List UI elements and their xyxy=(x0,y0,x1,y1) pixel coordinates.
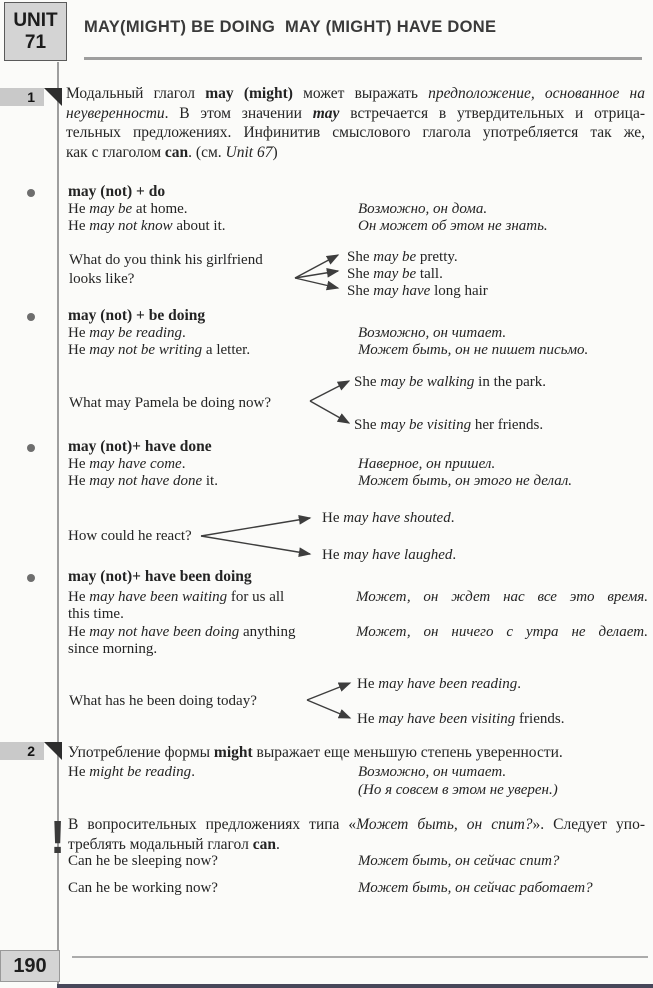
example-english: He may be reading. xyxy=(68,325,186,341)
diagram-answer: He may have been visiting friends. xyxy=(357,711,565,727)
example-english: this time. xyxy=(68,606,124,622)
diagram-answer: He may have shouted. xyxy=(322,510,455,526)
example-russian: Возможно, он дома. xyxy=(358,201,488,217)
unit-number-box xyxy=(4,2,67,61)
example-russian: Может быть, он не пишет письмо. xyxy=(358,342,589,358)
example-russian: Он может об этом не знать. xyxy=(358,218,548,234)
note-paragraph xyxy=(68,815,645,854)
badge-triangle-icon xyxy=(44,742,62,760)
pattern-heading: may (not)+ have been doing xyxy=(68,568,252,585)
diagram-question: What may Pamela be doing now? xyxy=(69,395,272,411)
exclamation-icon: ! xyxy=(50,811,66,863)
example-english: He may not have done it. xyxy=(68,473,218,489)
badge-triangle-icon xyxy=(44,88,62,106)
diagram-answer: She may have long hair xyxy=(347,283,488,299)
bottom-edge-bar xyxy=(57,984,653,988)
bullet-icon xyxy=(27,574,35,582)
intro-line: как с глаголом can. (см. Unit 67) xyxy=(66,143,278,161)
fork-arrows-icon xyxy=(195,506,315,562)
example-english: since morning. xyxy=(68,641,158,657)
diagram-answer: She may be tall. xyxy=(347,266,443,282)
example-russian: Может быть, он сейчас работает? xyxy=(358,880,593,896)
intro-line: неуверенности. В этом значении may встречается в утвердительных и отрица- xyxy=(66,104,646,122)
page-number: 190 xyxy=(0,950,60,982)
example-russian: Возможно, он читает. xyxy=(358,325,507,341)
example-russian: Может быть, он этого не делал. xyxy=(358,473,573,489)
fork-arrows-icon xyxy=(288,248,346,294)
page-title: MAY(MIGHT) BE DOING MAY (MIGHT) HAVE DONE xyxy=(84,18,497,36)
unit-number: 71 xyxy=(24,31,47,53)
intro-paragraph xyxy=(66,84,645,162)
pattern-heading: may (not) + be doing xyxy=(68,307,206,324)
fork-arrows-icon xyxy=(299,672,357,726)
example-russian: Возможно, он читает. xyxy=(358,764,507,780)
example-russian: Наверное, он пришел. xyxy=(358,456,496,472)
example-russian: (Но я совсем в этом не уверен.) xyxy=(358,782,558,798)
pattern-heading: may (not) + do xyxy=(68,183,166,200)
example-russian: Может, он ничего с утра не делает. xyxy=(356,624,648,640)
pattern-heading: may (not)+ have done xyxy=(68,438,212,455)
section2-intro: Употребление формы might выражает еще меньшую степень уверенности. xyxy=(68,744,563,761)
example-english: Can he be sleeping now? xyxy=(68,853,218,869)
section-badge: 1 xyxy=(0,88,44,106)
diagram-answer: She may be walking in the park. xyxy=(354,374,547,390)
fork-arrows-icon xyxy=(301,370,355,428)
diagram-answer: She may be visiting her friends. xyxy=(354,417,544,433)
example-english: Can he be working now? xyxy=(68,880,218,896)
example-english: He may be at home. xyxy=(68,201,188,217)
example-english: He may not know about it. xyxy=(68,218,226,234)
bullet-icon xyxy=(27,444,35,452)
diagram-answer: He may have been reading. xyxy=(357,676,521,692)
unit-word: UNIT xyxy=(13,9,58,31)
bullet-icon xyxy=(27,189,35,197)
example-english: He may not be writing a letter. xyxy=(68,342,251,358)
bullet-icon xyxy=(27,313,35,321)
intro-line: Модальный глагол may (might) может выражать предположение, основанное на xyxy=(66,85,645,102)
example-english: He might be reading. xyxy=(68,764,195,780)
diagram-answer: She may be pretty. xyxy=(347,249,458,265)
example-english: He may have been waiting for us all xyxy=(68,589,285,605)
title-underline xyxy=(84,57,642,60)
diagram-question: What has he been doing today? xyxy=(69,693,257,709)
note-line: В вопросительных предложениях типа «Может быть, он спит?». Следует упо- xyxy=(68,816,645,833)
intro-line: тельных предложениях. Инфинитив смыслового глагола употребляется так же, xyxy=(66,124,645,141)
diagram-question: looks like? xyxy=(69,271,135,287)
example-english: He may not have been doing anything xyxy=(68,624,296,640)
diagram-answer: He may have laughed. xyxy=(322,547,457,563)
note-line: треблять модальный глагол can. xyxy=(68,835,280,853)
example-english: He may have come. xyxy=(68,456,186,472)
example-russian: Может быть, он сейчас спит? xyxy=(358,853,560,869)
footer-rule xyxy=(72,956,648,958)
example-russian: Может, он ждет нас все это время. xyxy=(356,589,648,605)
diagram-question: What do you think his girlfriend xyxy=(69,252,263,268)
diagram-question: How could he react? xyxy=(68,528,192,544)
section-badge: 2 xyxy=(0,742,44,760)
